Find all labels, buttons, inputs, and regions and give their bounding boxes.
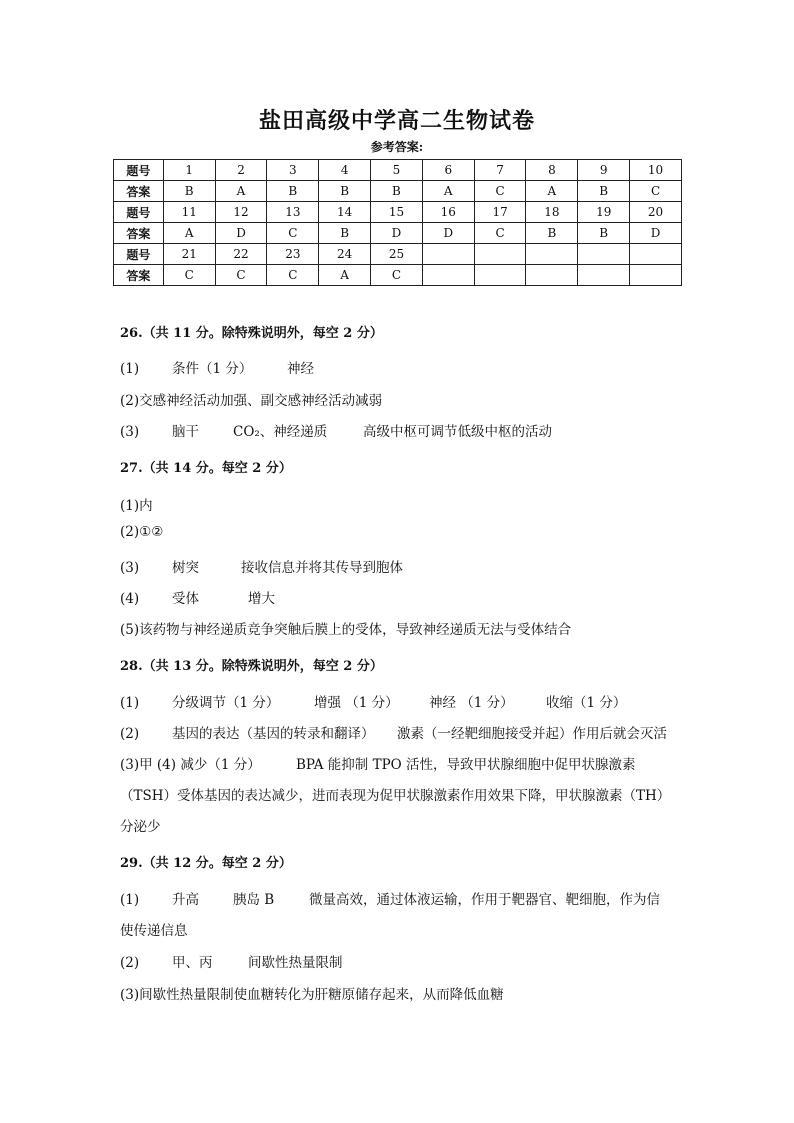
table-cell: 16 [422,202,474,223]
q28-l2-b: 激素（一经靶细胞接受并起）作用后就会灭活 [397,726,667,742]
table-row-header: 答案 [114,223,164,244]
q28-l1-num: (1) [120,695,140,711]
q29-l3-b: 间歇性热量限制 [248,955,343,971]
q27-l3-b: 接收信息并将其传导到胞体 [241,560,403,576]
q29-heading: 29.（共 12 分。每空 2 分） [120,856,292,871]
table-cell: 2 [215,160,267,181]
table-cell: 11 [163,202,215,223]
table-cell: 12 [215,202,267,223]
table-cell: B [267,181,319,202]
table-cell: B [578,181,630,202]
table-cell: 21 [163,244,215,265]
table-cell [474,265,526,286]
table-cell: 19 [578,202,630,223]
q28-l1-a: 分级调节（1 分） [172,695,280,711]
q28-line-1 [120,691,626,711]
table-cell: C [474,223,526,244]
q26-l1-a: 条件（1 分） [172,361,253,377]
table-cell: 24 [319,244,371,265]
q29-l1-c: 微量高效，通过体液运输，作用于靶器官、靶细胞，作为信 [309,892,660,908]
table-cell: B [526,223,578,244]
table-cell: C [215,265,267,286]
table-cell: B [578,223,630,244]
table-cell: A [163,223,215,244]
table-cell: 3 [267,160,319,181]
table-cell: 14 [319,202,371,223]
table-cell: A [526,181,578,202]
table-cell: B [371,181,423,202]
table-row [114,265,682,286]
table-cell: 23 [267,244,319,265]
q26-l3-num: (3) [120,424,140,440]
table-row-header: 题号 [114,202,164,223]
table-cell: 13 [267,202,319,223]
table-cell: 22 [215,244,267,265]
table-cell: 18 [526,202,578,223]
q29-l1-a: 升高 [172,892,199,908]
q28-line-5: 分泌少 [120,819,161,835]
q27-l3-num: (3) [120,560,140,576]
q26-l3-c: 高级中枢可调节低级中枢的活动 [363,424,552,440]
table-cell: 9 [578,160,630,181]
table-cell [526,265,578,286]
page-subtitle: 参考答案: [370,140,424,154]
table-cell: 4 [319,160,371,181]
table-cell: D [215,223,267,244]
table-cell: C [371,265,423,286]
q27-line-2: (2)①② [120,524,164,540]
q28-heading: 28.（共 13 分。除特殊说明外，每空 2 分） [120,659,383,674]
q27-heading: 27.（共 14 分。每空 2 分） [120,461,292,476]
table-cell: 10 [630,160,682,181]
q28-l3-b: BPA 能抑制 TPO 活性，导致甲状腺细胞中促甲状腺激素 [296,757,636,773]
q28-line-3 [120,753,636,773]
q27-l4-b: 增大 [248,591,275,607]
table-cell: D [422,223,474,244]
table-row-header: 答案 [114,181,164,202]
table-cell: 5 [371,160,423,181]
table-cell [422,244,474,265]
q28-line-4: （TSH）受体基因的表达减少，进而表现为促甲状腺激素作用效果下降，甲状腺激素（TH） [120,788,671,804]
table-cell: C [267,223,319,244]
table-cell: A [319,265,371,286]
table-row [114,181,682,202]
table-row-header: 题号 [114,160,164,181]
q27-line-1: (1)内 [120,498,153,514]
table-cell: C [630,181,682,202]
q27-l3-a: 树突 [172,560,199,576]
table-cell: 17 [474,202,526,223]
q26-line-3 [120,420,552,440]
table-cell: C [267,265,319,286]
table-cell: B [319,181,371,202]
q29-line-1 [120,888,660,908]
table-cell [630,265,682,286]
table-cell: D [371,223,423,244]
table-cell: 8 [526,160,578,181]
q28-l2-a: 基因的表达（基因的转录和翻译） [172,726,375,742]
table-row-header: 题号 [114,244,164,265]
answer-table [113,159,682,286]
q28-l2-num: (2) [120,726,140,742]
table-row [114,244,682,265]
q29-line-4: (3)间歇性热量限制使血糖转化为肝糖原储存起来，从而降低血糖 [120,987,504,1003]
table-cell [578,265,630,286]
q26-l3-a: 脑干 [172,424,199,440]
table-row [114,223,682,244]
table-cell [578,244,630,265]
q27-line-4 [120,587,275,607]
table-cell [526,244,578,265]
q26-l1-num: (1) [120,361,140,377]
table-cell: A [422,181,474,202]
q26-l3-b: CO₂、神经递质 [233,424,328,440]
q29-line-2: 使传递信息 [120,923,188,939]
table-cell [422,265,474,286]
table-row [114,202,682,223]
q27-l4-num: (4) [120,591,140,607]
q27-l4-a: 受体 [172,591,199,607]
page-title: 盐田高级中学高二生物试卷 [258,108,535,134]
q28-l3-a: (3)甲 (4) 减少（1 分） [120,757,261,773]
table-cell: 6 [422,160,474,181]
table-cell: 7 [474,160,526,181]
table-row [114,160,682,181]
q29-l1-b: 胰岛 B [233,892,275,908]
q28-line-2 [120,722,667,742]
q29-line-3 [120,951,343,971]
q28-l1-c: 神经 （1 分） [429,695,514,711]
q26-line-1 [120,357,314,377]
table-cell: C [163,265,215,286]
table-cell: D [630,223,682,244]
q26-l1-b: 神经 [287,361,314,377]
table-cell: 15 [371,202,423,223]
q29-l3-a: 甲、丙 [172,955,213,971]
q28-l1-b: 增强 （1 分） [314,695,399,711]
table-cell: 20 [630,202,682,223]
table-row-header: 答案 [114,265,164,286]
q29-l3-num: (2) [120,955,140,971]
q27-line-3 [120,556,403,576]
table-cell: B [319,223,371,244]
table-cell: C [474,181,526,202]
table-cell [474,244,526,265]
table-cell: B [163,181,215,202]
table-cell: 1 [163,160,215,181]
q26-heading: 26.（共 11 分。除特殊说明外，每空 2 分） [120,326,383,341]
q29-l1-num: (1) [120,892,140,908]
q26-line-2: (2)交感神经活动加强、副交感神经活动减弱 [120,393,383,409]
table-cell: A [215,181,267,202]
q27-line-5: (5)该药物与神经递质竞争突触后膜上的受体，导致神经递质无法与受体结合 [120,622,572,638]
q28-l1-d: 收缩（1 分） [546,695,627,711]
table-cell [630,244,682,265]
table-cell: 25 [371,244,423,265]
